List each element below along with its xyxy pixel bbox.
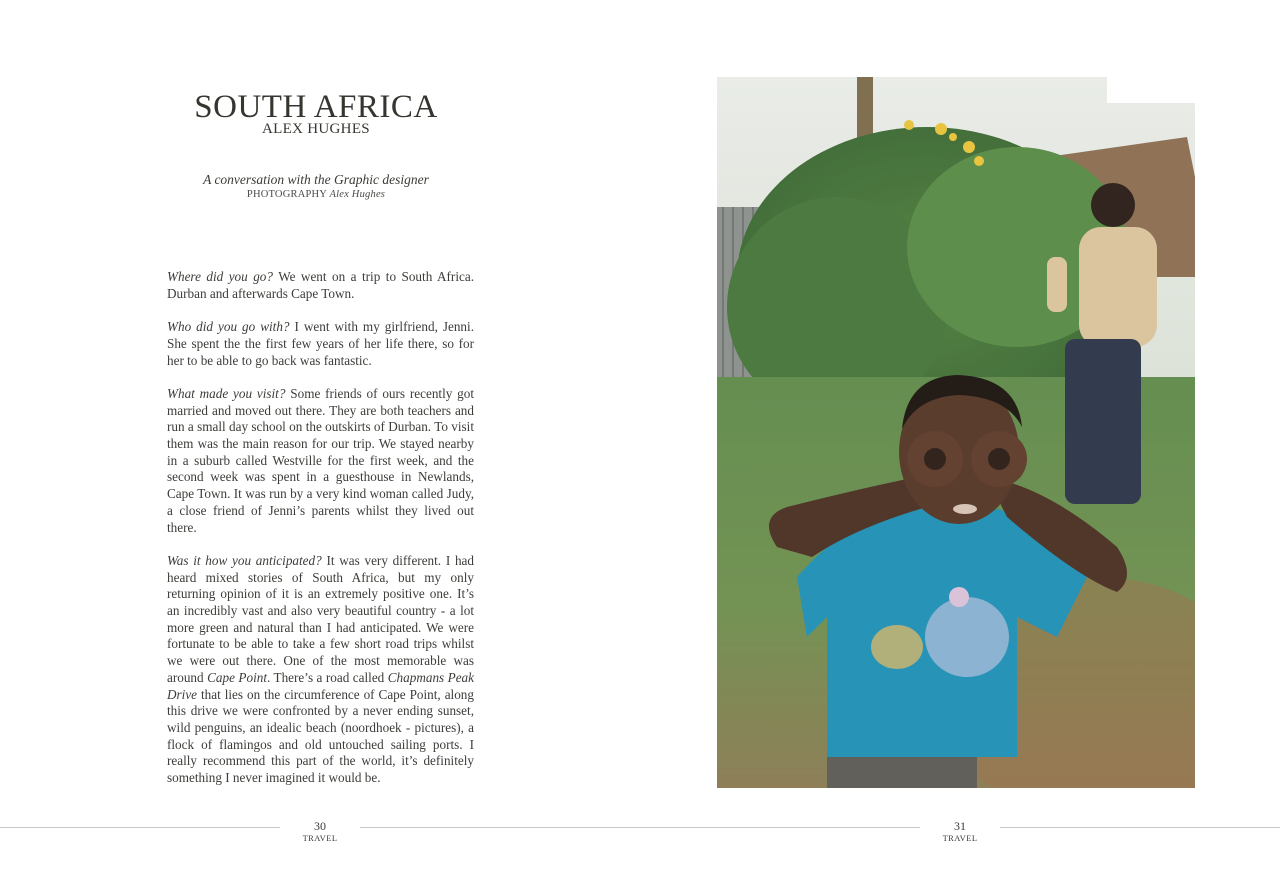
interview-answer: It was very different. I had heard mixed stories of South Africa, but my only returning opinion of it is an extremely positive one. It’s an incredibly vast and also very beautiful country - a lot more green and natural than I had anticipated. We were fortunate to be able to take a few short road trips whilst we were out there. One of the most memorable was around	[167, 552, 474, 685]
article-body	[167, 269, 474, 803]
interview-answer: Some friends of ours recently got married and moved out there. They are both teachers and run a small day school on the outskirts of Durban. To visit them was the main reason for our trip. We stayed nearby in a suburb called Westville for the first week, and the second week was spent in a guesthouse in Newlands, Cape Town. It was run by a very kind woman called Judy, a close friend of Jenni’s parents whilst they lived out there.	[167, 385, 474, 535]
section-label: TRAVEL	[302, 833, 338, 843]
interview-question: Was it how you anticipated?	[167, 552, 322, 568]
credit-label: PHOTOGRAPHY	[246, 189, 327, 200]
interview-paragraph	[167, 386, 474, 536]
interview-paragraph	[167, 553, 474, 787]
interview-question: What made you visit?	[167, 385, 286, 401]
folio-left	[280, 819, 360, 843]
interview-answer: I went with my girlfriend, Jenni. She spent the the first few years of her life there, so for her to be able to go back was fantastic.	[167, 319, 474, 368]
article-photograph	[717, 77, 1195, 788]
interview-answer: We went on a trip to South Africa. Durban and afterwards Cape Town.	[167, 269, 474, 301]
interview-question: Who did you go with?	[167, 319, 290, 335]
footer-rule	[0, 827, 280, 828]
interview-paragraph	[167, 269, 474, 302]
article-title: SOUTH AFRICA	[194, 89, 438, 125]
interview-answer: . There’s a road called	[267, 669, 388, 685]
footer-rule	[1000, 827, 1280, 828]
photo-illustration	[717, 77, 1195, 788]
article-author: ALEX HUGHES	[262, 121, 370, 137]
interview-paragraph	[167, 319, 474, 369]
photography-credit	[166, 189, 466, 200]
place-name: Chapmans Peak Drive	[167, 669, 475, 702]
folio-right	[920, 819, 1000, 843]
page-number: 31	[954, 819, 966, 833]
page-number: 30	[314, 819, 326, 833]
footer-rule	[360, 827, 920, 828]
place-name: Cape Point	[207, 669, 267, 685]
interview-answer: that lies on the circumference of Cape Point, along this drive we were confronted by a never ending sunset, wild penguins, an idealic beach (noordhoek - pictures), a flock of flamingos and old untouched sailing ports. I really recommend this part of the world, it’s definitely something I never imagined it would be.	[167, 686, 474, 786]
section-label: TRAVEL	[942, 833, 978, 843]
interview-question: Where did you go?	[167, 269, 273, 284]
credit-name: Alex Hughes	[329, 189, 386, 200]
article-subtitle: A conversation with the Graphic designer	[203, 172, 429, 187]
